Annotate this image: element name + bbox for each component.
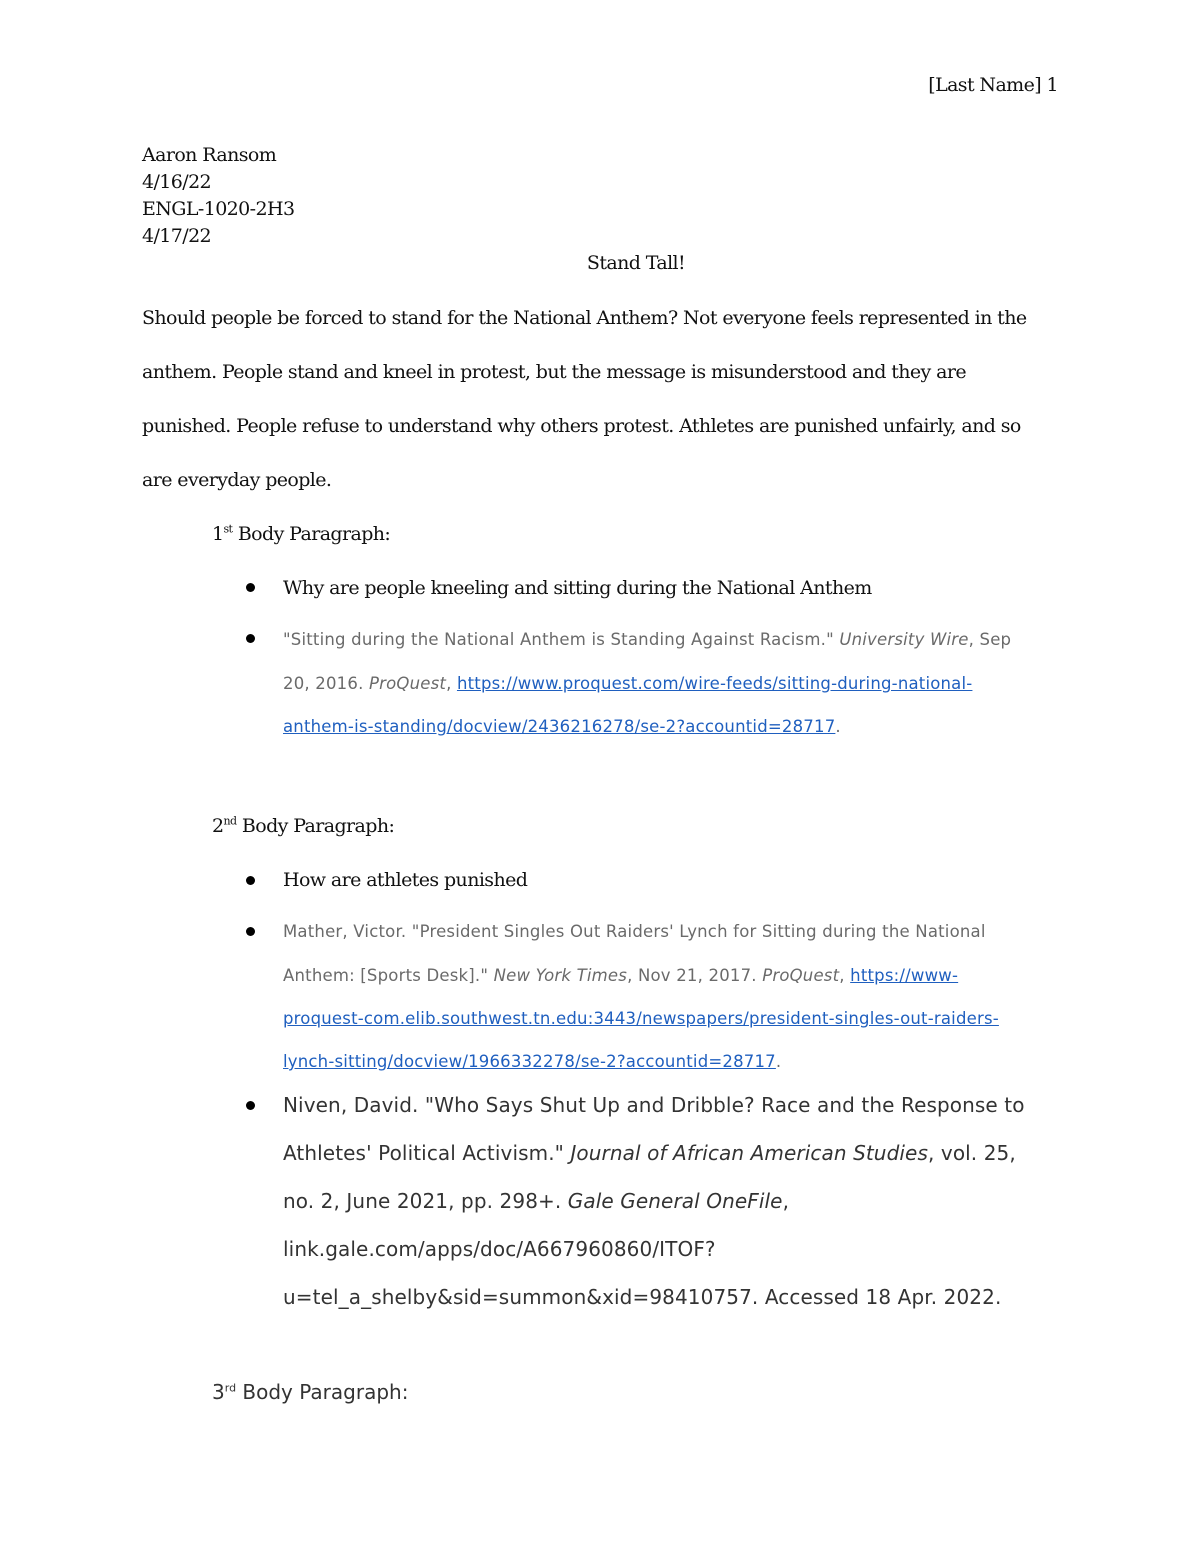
author-name: Aaron Ransom: [142, 144, 277, 166]
section2-point: How are athletes punished: [283, 869, 528, 891]
intro-line-2: anthem. People stand and kneel in protest, but the message is misunderstood and they are: [142, 361, 966, 383]
section1-citation-line-1: "Sitting during the National Anthem is Standing Against Racism." University Wire, Sep: [283, 630, 1012, 649]
heading-date-2: 4/17/22: [142, 225, 212, 247]
section2-citation2-line-4: link.gale.com/apps/doc/A667960860/ITOF?: [283, 1237, 716, 1261]
section1-citation-line-2: 20, 2016. ProQuest, https://www.proquest.com/wire-feeds/sitting-during-national-: [283, 674, 973, 693]
section-heading-1: 1st Body Paragraph:: [212, 522, 391, 545]
proquest-link-continued[interactable]: proquest-com.elib.southwest.tn.edu:3443/newspapers/president-singles-out-raiders-: [283, 1009, 999, 1028]
intro-line-4: are everyday people.: [142, 469, 332, 491]
course-code: ENGL-1020-2H3: [142, 198, 295, 220]
section-heading-2: 2nd Body Paragraph:: [212, 814, 395, 837]
section2-citation2-line-5: u=tel_a_shelby&sid=summon&xid=98410757. Accessed 18 Apr. 2022.: [283, 1285, 1002, 1309]
bullet-icon: [246, 876, 255, 885]
section2-citation2-line-3: no. 2, June 2021, pp. 298+. Gale General OneFile,: [283, 1189, 790, 1213]
proquest-link-continued[interactable]: anthem-is-standing/docview/2436216278/se-2?accountid=28717: [283, 717, 836, 736]
intro-line-3: punished. People refuse to understand why others protest. Athletes are punished unfairly, and so: [142, 415, 1021, 437]
section-heading-3: 3rd Body Paragraph:: [212, 1380, 409, 1404]
section2-citation1-line-1: Mather, Victor. "President Singles Out Raiders' Lynch for Sitting during the National: [283, 922, 986, 941]
section2-citation1-line-3: [283, 1009, 999, 1028]
section2-citation2-line-1: Niven, David. "Who Says Shut Up and Dribble? Race and the Response to: [283, 1093, 1025, 1117]
heading-date-1: 4/16/22: [142, 171, 212, 193]
bullet-icon: [246, 634, 255, 643]
paper-title: Stand Tall!: [586, 252, 686, 274]
proquest-link[interactable]: https://www.proquest.com/wire-feeds/sitting-during-national-: [456, 674, 973, 693]
section2-citation1-line-4: lynch-sitting/docview/1966332278/se-2?accountid=28717.: [283, 1052, 782, 1071]
bullet-icon: [246, 927, 255, 936]
bullet-icon: [246, 1101, 255, 1110]
section2-citation2-line-2: Athletes' Political Activism." Journal of African American Studies, vol. 25,: [283, 1141, 1016, 1165]
section2-citation1-line-2: Anthem: [Sports Desk]." New York Times, Nov 21, 2017. ProQuest, https://www-: [283, 966, 959, 985]
bullet-icon: [246, 583, 255, 592]
proquest-link-continued[interactable]: lynch-sitting/docview/1966332278/se-2?accountid=28717: [283, 1052, 776, 1071]
section1-point: Why are people kneeling and sitting during the National Anthem: [283, 577, 872, 599]
proquest-link[interactable]: https://www-: [850, 966, 959, 985]
intro-line-1: Should people be forced to stand for the National Anthem? Not everyone feels represented in the: [142, 307, 1027, 329]
running-head: [Last Name] 1: [928, 74, 1058, 96]
section1-citation-line-3: anthem-is-standing/docview/2436216278/se-2?accountid=28717.: [283, 717, 841, 736]
